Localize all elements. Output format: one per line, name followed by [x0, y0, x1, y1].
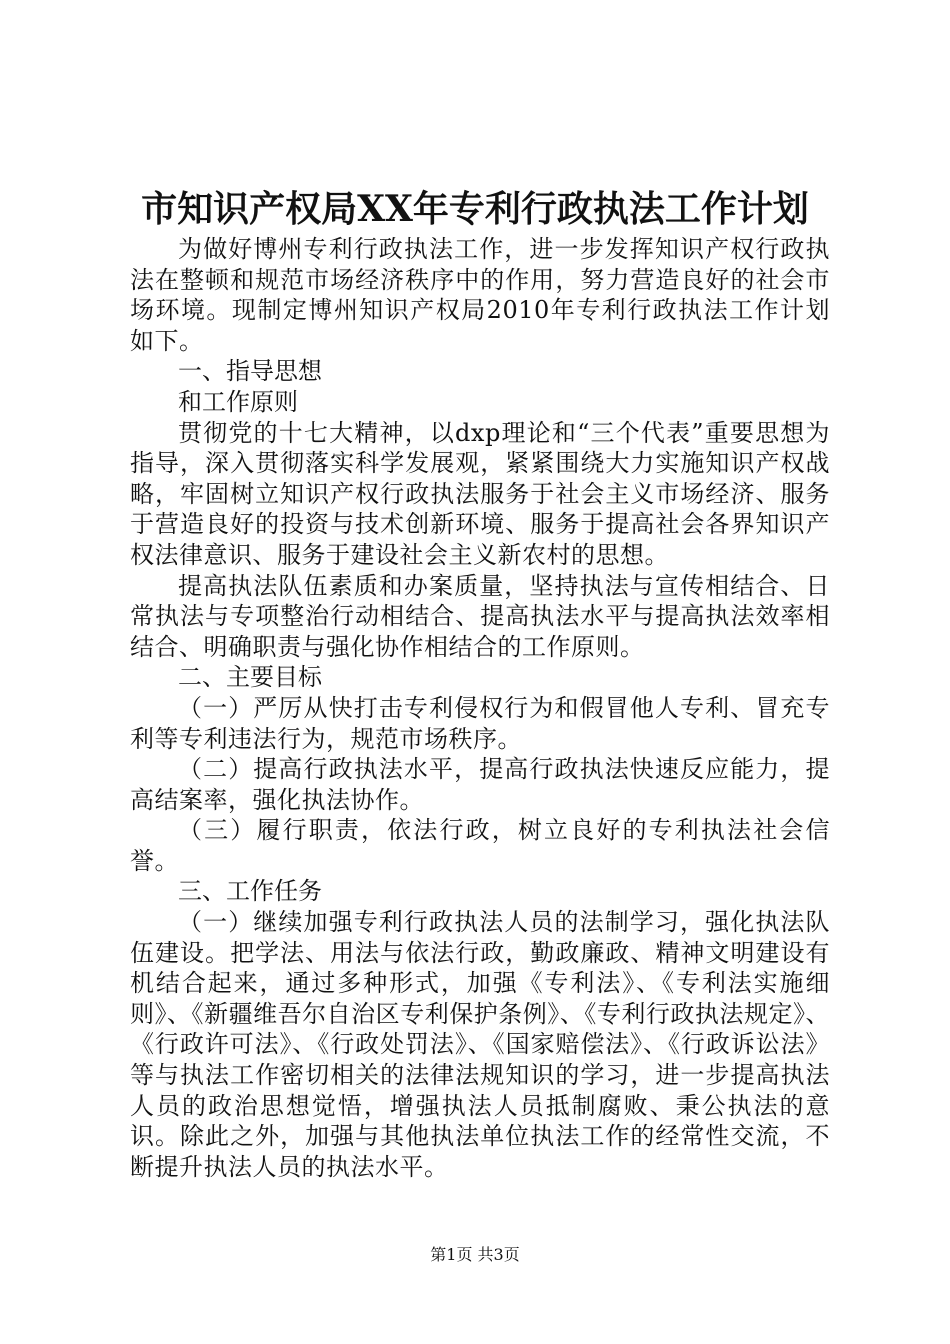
section-heading-work-tasks: 三、工作任务: [178, 877, 322, 906]
work-principles-paragraph: 提高执法队伍素质和办案质量，坚持执法与宣传相结合、日常执法与专项整治行动相结合、提高执法水平与提高执法效率相结合、明确职责与强化协作相结合的工作原则。: [130, 571, 830, 661]
goal-item: （三）履行职责，依法行政，树立良好的专利执法社会信誉。: [130, 816, 830, 875]
goal-item: （二）提高行政执法水平，提高行政执法快速反应能力，提高结案率，强化执法协作。: [130, 755, 830, 814]
task-item: （一）继续加强专利行政执法人员的法制学习，强化执法队伍建设。把学法、用法与依法行政，勤政廉政、精神文明建设有机结合起来，通过多种形式，加强《专利法》、《专利法实施细则》、《新疆维吾尔自治区专利保护条例》、《专利行政执法规定》、《行政许可法》、《行政处罚法》、《国家赔偿法》、《行政诉讼法》等与执法工作密切相关的法律法规知识的学习，进一步提高执法人员的政治思想觉悟，增强执法人员抵制腐败、秉公执法的意识。除此之外，加强与其他执法单位执法工作的经常性交流，不断提升执法人员的执法水平。: [130, 908, 830, 1181]
goal-item: （一）严厉从快打击专利侵权行为和假冒他人专利、冒充专利等专利违法行为，规范市场秩序。: [130, 693, 830, 753]
page-number-footer: 第1页 共3页: [430, 1245, 520, 1264]
section-heading-guiding-ideology: 一、指导思想: [178, 357, 322, 386]
document-title: 市知识产权局XX年专利行政执法工作计划: [141, 188, 809, 230]
document-body: [130, 234, 830, 1182]
guiding-ideology-paragraph: 贯彻党的十七大精神，以dxp理论和“三个代表”重要思想为指导，深入贯彻落实科学发展观，紧紧围绕大力实施知识产权战略，牢固树立知识产权行政执法服务于社会主义市场经济、服务于营造良好的投资与技术创新环境、服务于提高社会各界知识产权法律意识、服务于建设社会主义新农村的思想。: [130, 418, 830, 569]
section-subheading-work-principles: 和工作原则: [178, 387, 298, 416]
section-heading-main-goals: 二、主要目标: [178, 663, 322, 692]
intro-paragraph: 为做好博州专利行政执法工作，进一步发挥知识产权行政执法在整顿和规范市场经济秩序中的作用，努力营造良好的社会市场环境。现制定博州知识产权局2010年专利行政执法工作计划如下。: [130, 235, 830, 355]
